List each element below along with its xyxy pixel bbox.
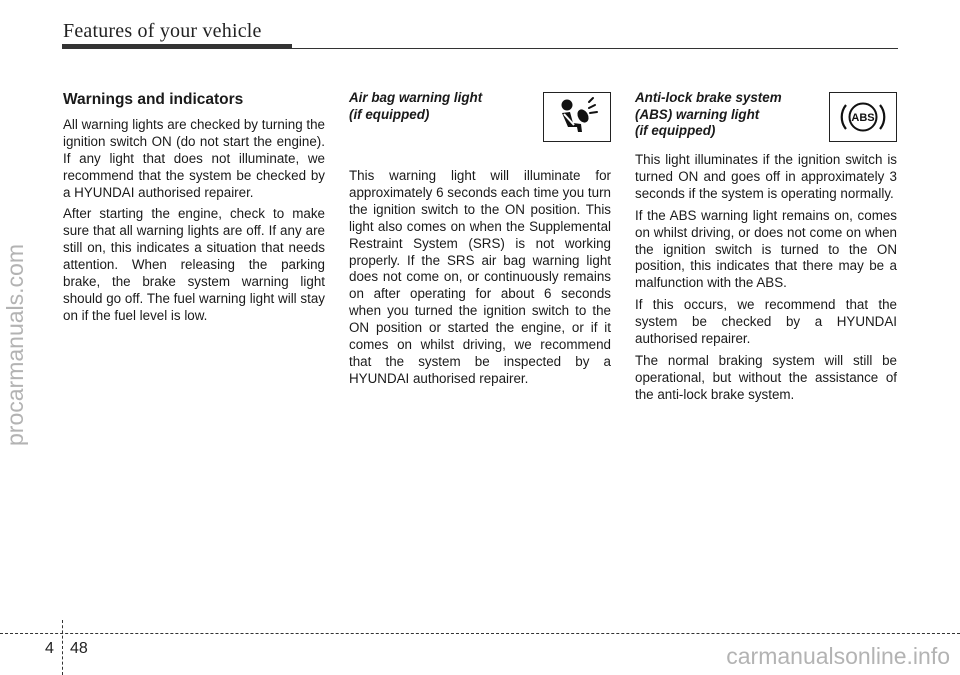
abs-icon-label: ABS xyxy=(851,112,875,124)
paragraph: If this occurs, we recommend that the system be checked by a HYUNDAI authorised repairer. xyxy=(635,297,897,347)
side-watermark xyxy=(2,244,29,446)
footer-divider-horizontal xyxy=(0,633,960,634)
page-number: 48 xyxy=(70,640,88,657)
header-bar xyxy=(62,44,292,49)
airbag-icon-box xyxy=(543,92,611,142)
abs-heading-block xyxy=(635,90,897,152)
column-airbag-warning xyxy=(349,90,611,393)
abs-subtitle-line1: Anti-lock brake system xyxy=(635,90,782,105)
page-header-title: Features of your vehicle xyxy=(63,20,262,42)
column-abs-warning xyxy=(635,90,897,409)
abs-icon-box xyxy=(829,92,897,142)
abs-subtitle-line2: (ABS) warning light xyxy=(635,106,760,122)
side-watermark-text: procarmanuals.com xyxy=(2,244,28,446)
header-rule xyxy=(292,48,898,49)
airbag-icon xyxy=(552,96,602,138)
chapter-number: 4 xyxy=(45,640,54,657)
paragraph: The normal braking system will still be operational, but without the assistance of the anti-lock brake system. xyxy=(635,352,897,402)
abs-subtitle-line3: (if equipped) xyxy=(635,123,716,138)
airbag-subtitle-line1: Air bag warning light xyxy=(349,90,483,105)
paragraph: This light illuminates if the ignition switch is turned ON and goes off in approximately 3 seconds if the system is operating normally. xyxy=(635,152,897,201)
column-warnings-indicators xyxy=(63,90,325,330)
paragraph: All warning lights are checked by turning the ignition switch ON (do not start the engine). If any light that does not illuminate, we recommend that the system be checked by a HYUNDAI authorised repairer. xyxy=(63,116,326,200)
paragraph: If the ABS warning light remains on, comes on whilst driving, or does not come on when the ignition switch is turned to the ON position, this indicates that there may be a malfunction with the ABS. xyxy=(635,207,897,291)
bottom-watermark: carmanualsonline.info xyxy=(726,643,950,669)
paragraph: This warning light will illuminate for approximately 6 seconds each time you turn the ignition switch to the ON position. This light also comes on when the Supplemental Restraint System (SRS) is not working properly. If the SRS air bag warning light does not come on, or continuously remains on after operating for about 6 seconds when you turned the ignition switch to the ON position or started the engine, or if it comes on whilst driving, we recommend that the system be inspected by a HYUNDAI authorised repairer. xyxy=(349,168,612,386)
paragraph: After starting the engine, check to make sure that all warning lights are off. If any are still on, this indicates a situation that needs attention. When releasing the parking brake, the brake system warning light should go off. The fuel warning light will stay on if the fuel level is low. xyxy=(63,206,325,323)
airbag-heading-block xyxy=(349,90,611,168)
section-title: Warnings and indicators xyxy=(63,91,244,108)
abs-icon xyxy=(838,96,888,138)
footer-divider-vertical xyxy=(62,620,63,675)
airbag-subtitle-line2: (if equipped) xyxy=(349,106,430,122)
